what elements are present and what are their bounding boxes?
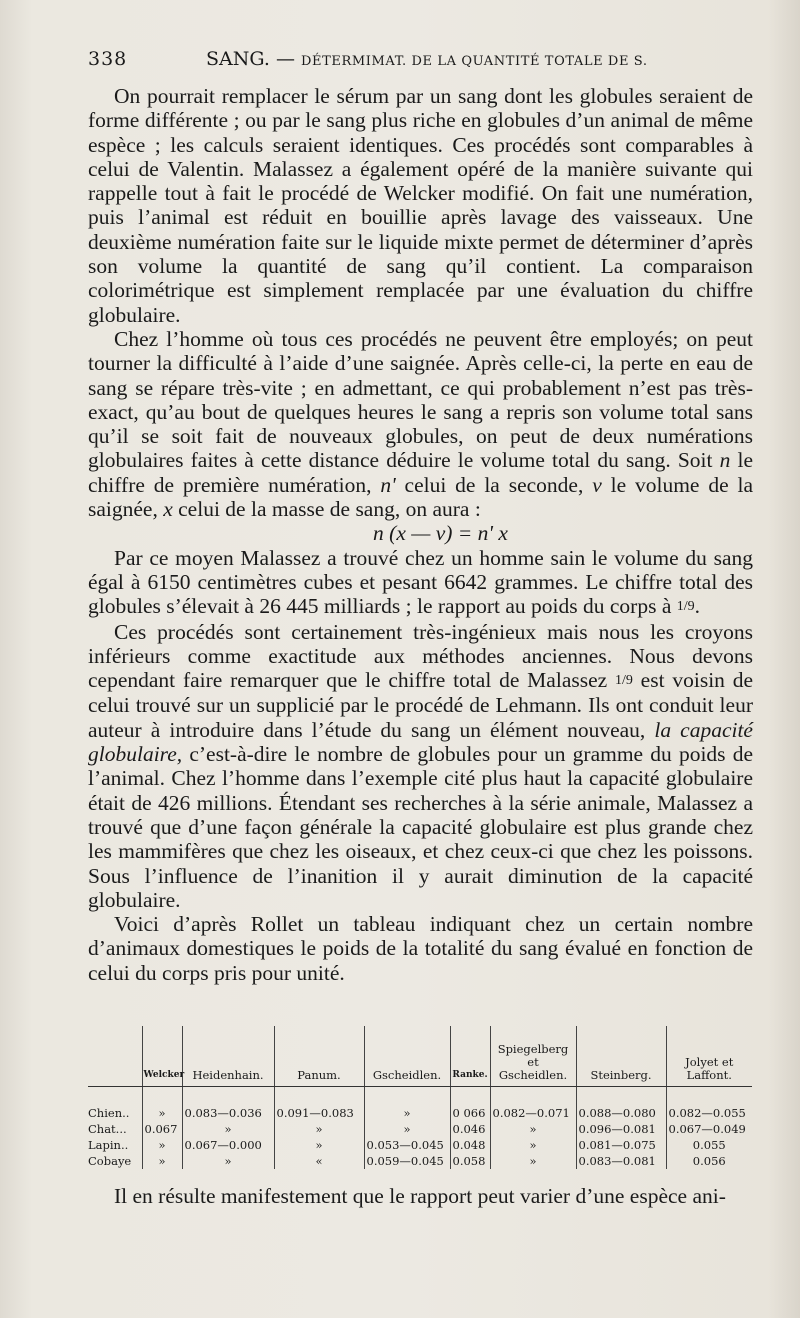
table-header-cell: Heidenhain. [182,1026,274,1087]
paragraph-2-text-d: le volume de la saignée, [88,472,753,522]
blood-weight-table [88,1026,752,1169]
table-cell: 0.059—0.045 [364,1153,450,1169]
table-cell: » [364,1105,450,1121]
table-cell: Cobaye [88,1154,132,1168]
table-header-row [88,1026,752,1087]
var-n-prime: n' [380,472,396,497]
table-cell: » [142,1105,182,1121]
table-cell: 0.048 [450,1137,490,1153]
table-cell: 0.096—0.081 [576,1121,666,1137]
paragraph-4 [88,620,753,913]
table-cell: 0.067—0.000 [182,1137,274,1153]
paragraph-3 [88,546,753,620]
table-cell: » [364,1121,450,1137]
table-cell: Chien.. [88,1106,130,1120]
var-x: x [163,497,173,522]
table-cell: 0.082—0.071 [490,1105,576,1121]
table-header-cell: Gscheidlen. [364,1026,450,1087]
table-row [88,1153,752,1169]
table-cell: 0.091—0.083 [274,1105,364,1121]
paragraph-3-text-a: Par ce moyen Malassez a trouvé chez un homme sain le volume du sang égal à 6150 centimètres cubes et pesant 6642 grammes. Le chiffre total des globules s’élevait à 26 445 milliards ; le rapport au poids du corps à [88,545,753,619]
table-cell: 0 066 [450,1105,490,1121]
running-title-rest: DÉTERMIMAT. DE LA QUANTITÉ TOTALE DE S. [301,54,648,69]
table-cell: 0.088—0.080 [576,1105,666,1121]
table-cell: 0.058 [450,1153,490,1169]
paragraph-4-text-b: est voisin de celui trouvé sur un supplicié par le procédé de Lehmann. Ils ont conduit leur auteur à introduire dans l’étude du sang un élément nouveau, [88,668,754,742]
table-cell: 0.083—0.081 [576,1153,666,1169]
table-cell: 0.056 [666,1153,752,1169]
table-header-cell: Welcker [142,1026,182,1087]
fraction-one-ninth-b: 1/9 [614,673,633,689]
table-row [88,1105,752,1121]
var-n: n [719,448,731,473]
table-cell: 0.053—0.045 [364,1137,450,1153]
table-cell: 0.046 [450,1121,490,1137]
table-header-cell: Jolyet et Laffont. [666,1026,752,1087]
running-title [206,48,648,70]
table-header-cell [88,1026,142,1087]
table-cell: » [274,1137,364,1153]
table-cell: 0.081—0.075 [576,1137,666,1153]
paragraph-1: On pourrait remplacer le sérum par un sang dont les globules seraient de forme différente ; ou par le sang plus riche en globules d’un animal de même espèce ; les calculs seraient identiques. Ces procédés sont comparables à celui de Valentin. Malassez a également opéré de la manière suivante qui rappelle tout à fait le procédé de Welcker modifié. On fait une numération, puis l’animal est réduit en bouillie après lavage des vaisseaux. Une deuxième numération faite sur le liquide mixte permet de déterminer d’après son volume la quantité de sang qu’il contient. La comparaison colorimétrique est simplement remplacée par une évaluation du chiffre globulaire. [88,84,753,327]
running-header [88,48,768,80]
var-v: v [592,472,602,497]
paragraph-3-text-b: . [694,594,700,619]
paragraph-2-text-e: celui de la masse de sang, on aura : [178,497,481,522]
table-cell: Chat... [88,1122,127,1136]
table-cell: 0.055 [666,1137,752,1153]
body-text [88,84,753,985]
table-cell: » [182,1121,274,1137]
paragraph-2-text-b: le chiffre de première numération, [88,448,754,497]
table-cell: » [490,1121,576,1137]
fraction-one-ninth: 1/9 [676,599,695,615]
running-title-dash: — [275,48,295,70]
closing-line: Il en résulte manifestement que le rapport peut varier d’une espèce ani- [114,1184,726,1208]
paragraph-4-text-a: Ces procédés sont certainement très-ingénieux mais nous les croyons inférieurs comme exactitude aux méthodes anciennes. Nous devons cependant faire remarquer que le chiffre total de Malassez [88,619,753,693]
table-row [88,1137,752,1153]
formula: n (x — v) = n' x [373,521,508,546]
table-header-cell: Panum. [274,1026,364,1087]
table-header-cell: Ranke. [450,1026,490,1087]
table-cell: » [142,1153,182,1169]
table-row [88,1121,752,1137]
table-cell: » [490,1153,576,1169]
paragraph-5: Voici d’après Rollet un tableau indiquant chez un certain nombre d’animaux domestiques le poids de la totalité du sang évalué en fonction de celui du corps pris pour unité. [88,912,753,985]
table-cell: Lapin.. [88,1138,129,1152]
table-cell: 0.083—0.036 [182,1105,274,1121]
table-header-cell: Spiegelberg et Gscheidlen. [490,1026,576,1087]
table-cell: » [182,1153,274,1169]
table-cell: 0.082—0.055 [666,1105,752,1121]
table-cell: 0.067 [142,1121,182,1137]
table-cell: 0.067—0.049 [666,1121,752,1137]
paragraph-2-text-a: Chez l’homme où tous ces procédés ne peuvent être employés; on peut tourner la difficulté à l’aide d’une saignée. Après celle-ci, la perte en eau de sang se répare très-vite ; en admettant, ce qui probablement n’est pas très-exact, qu’au bout de quelques heures le sang a repris son volume total sans qu’il se soit fait de nouveaux globules, on peut de deux numérations globulaires faites à cette distance déduire le volume total du sang. Soit [88,326,753,473]
table-header-cell: Steinberg. [576,1026,666,1087]
page-number: 338 [88,48,128,70]
table-cell: » [490,1137,576,1153]
table-spacer-row [88,1087,752,1106]
table-cell: « [274,1153,364,1169]
term-capacite-globulaire: la capacité globulaire, [88,717,753,767]
table-cell: » [142,1137,182,1153]
running-title-main: SANG. [206,48,270,70]
table-cell: » [274,1121,364,1137]
paragraph-2 [88,327,753,521]
paragraph-2-text-c: celui de la seconde, [404,472,584,497]
paragraph-4-text-c: c’est-à-dire le nombre de globules pour un gramme du poids de l’animal. Chez l’homme dans l’exemple cité plus haut la capacité globulaire était de 426 millions. Étendant ses recherches à la série animale, Malassez a trouvé que d’une façon générale la capacité globulaire est plus grande chez les mammifères que chez les oiseaux, et chez ceux-ci que chez les poissons. Sous l’influence de l’inanition il y aurait diminution de la capacité globulaire. [88,742,753,912]
